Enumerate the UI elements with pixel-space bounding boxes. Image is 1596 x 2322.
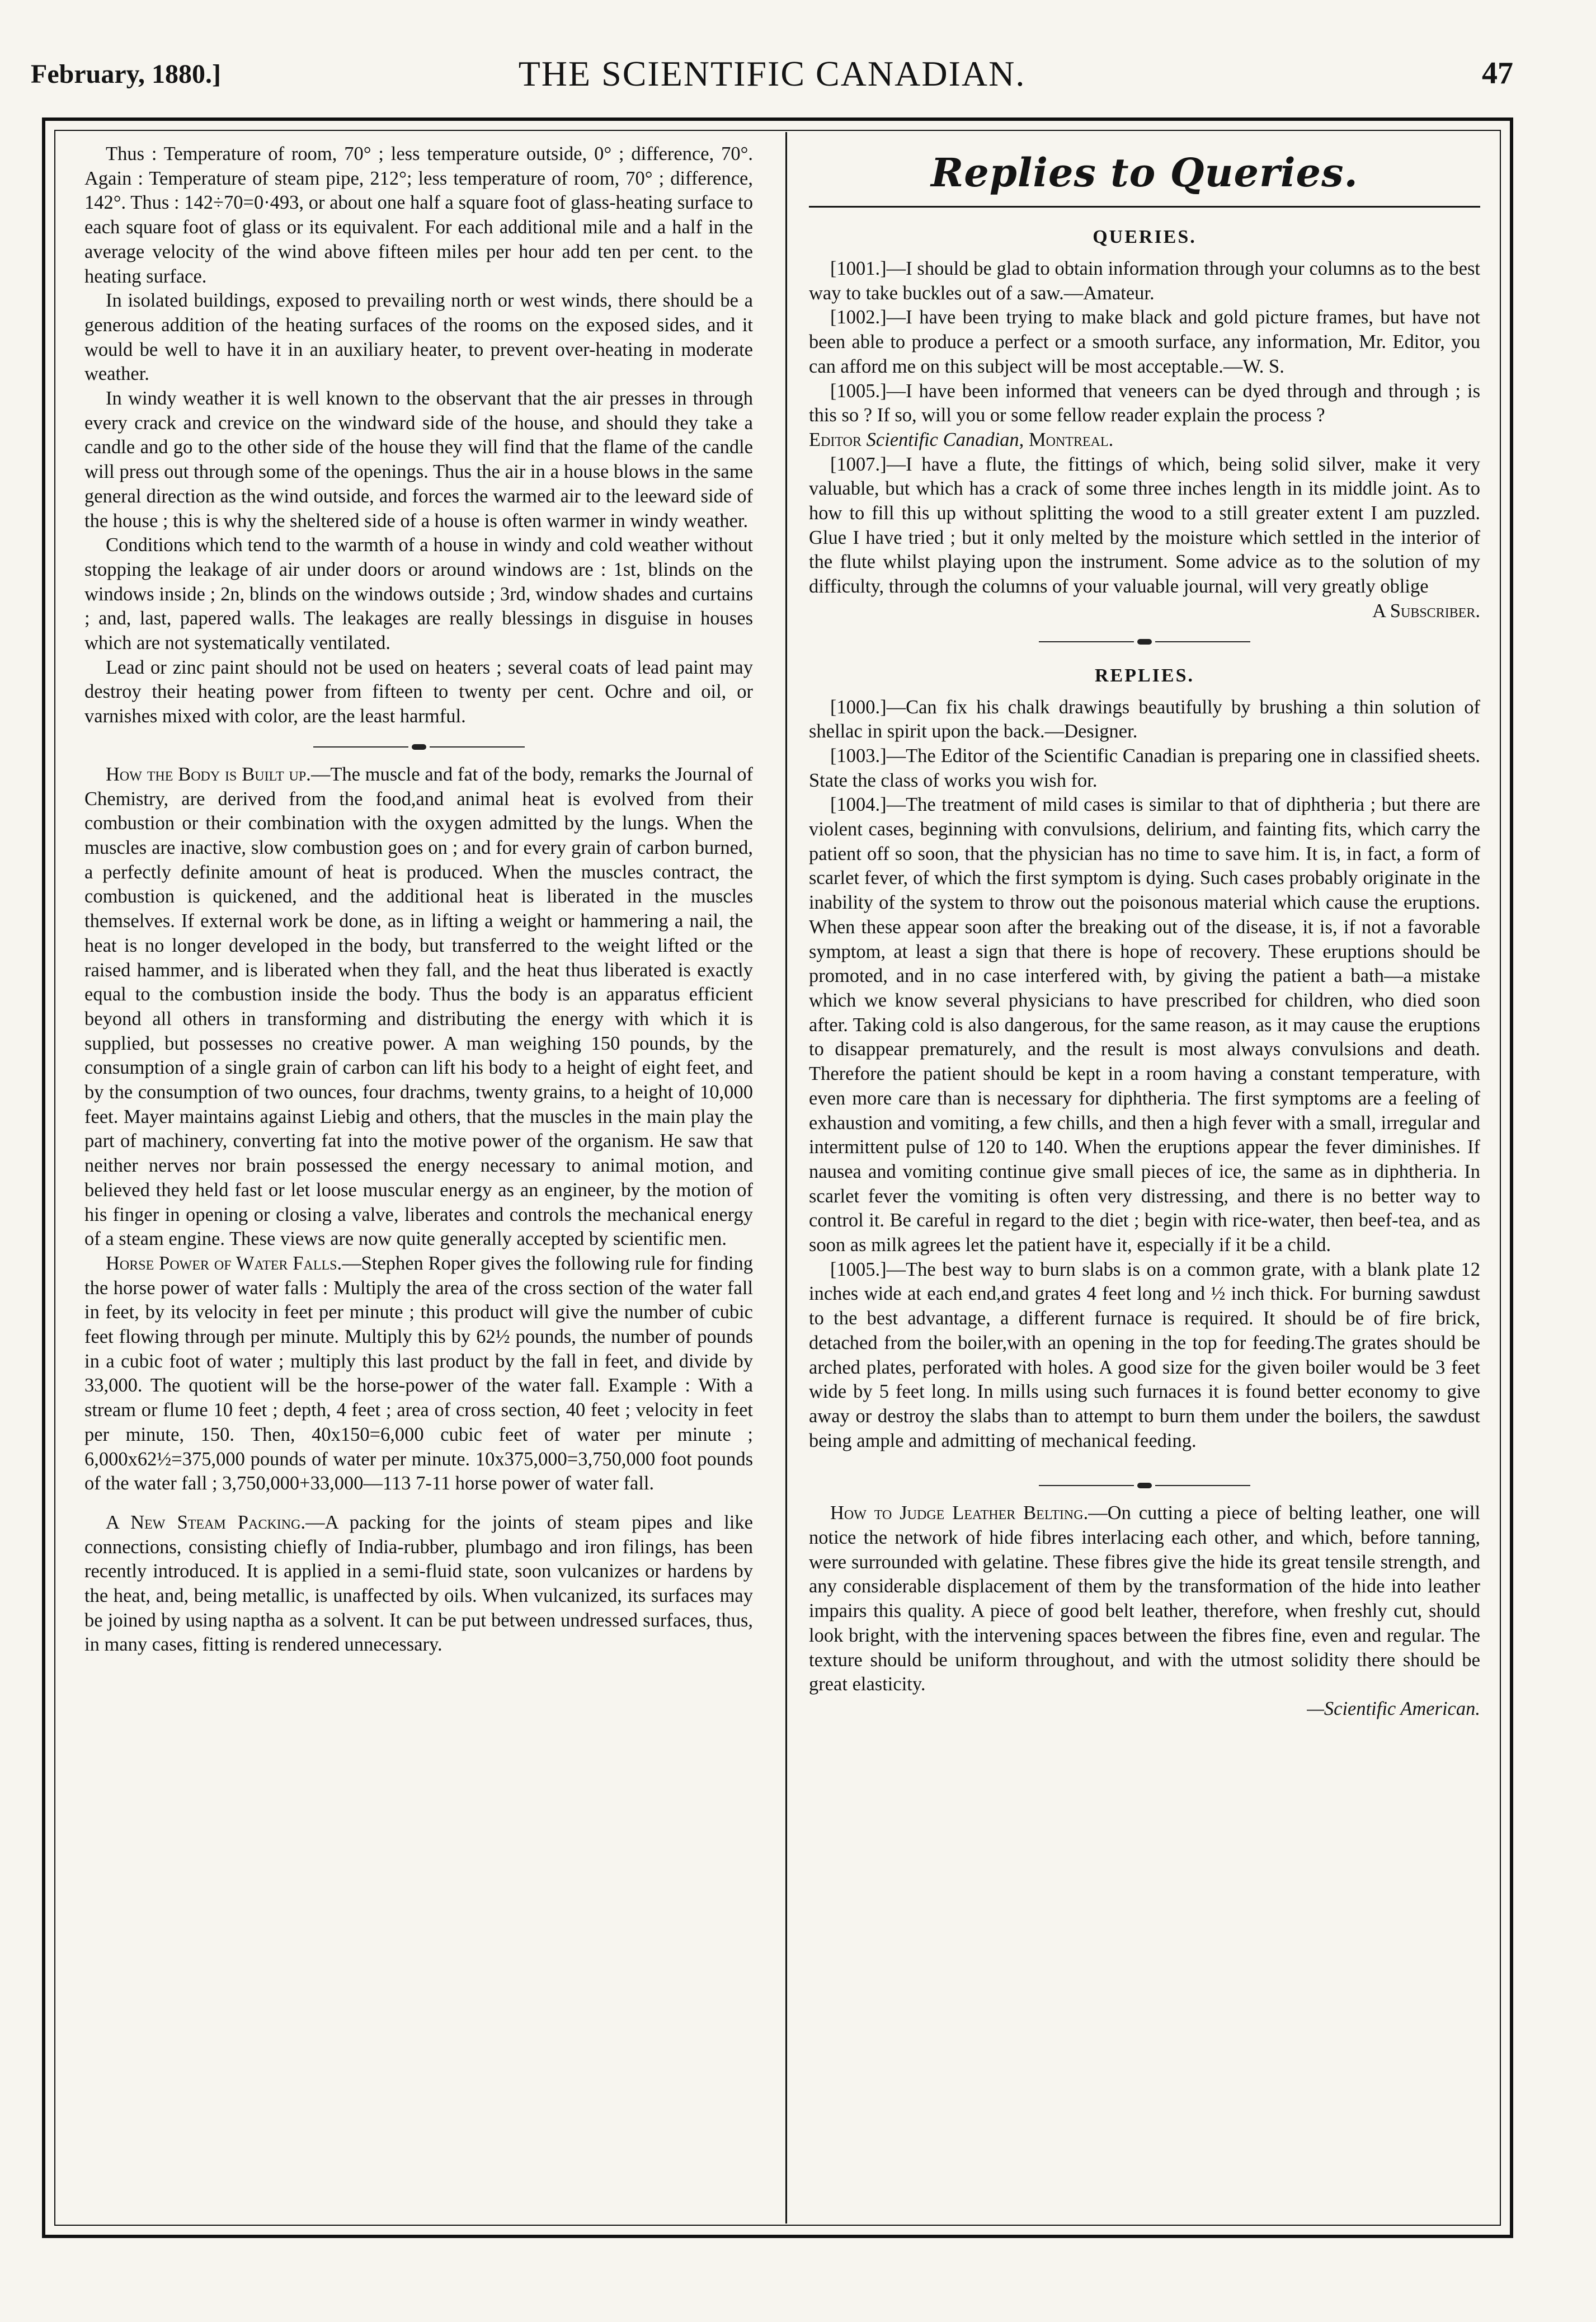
article-horse-power bbox=[84, 1252, 753, 1496]
section-divider bbox=[809, 624, 1480, 657]
article-title-horse-power: Horse Power of Water Falls. bbox=[106, 1252, 342, 1274]
reply-1004: [1004.]—The treatment of mild cases is similar to that of diphtheria ; but there are violent cases, beginning with convulsions, delirium, and fainting fits, which carry the patient off so soon, that the physician has no time to save him. It is, in fact, a form of scarlet fever, of which the first symptom is dying. Such cases probably originate in the inability of the system to throw out the poisonous material which cause the eruptions. When these appear soon after the breaking out of the disease, it is, if not a favorable symptom, at least a sign that there is hope of recovery. These eruptions should be promoted, and in no case interfered with, by giving the patient a bath—a mistake which we know several physicians to have prescribed for children, who died soon after. Taking cold is also dangerous, for the same reason, as it may cause the eruptions to disappear prematurely, and the result is most always convulsions and death. Therefore the patient should be kept in a room having a constant temperature, with even more care than is necessary for diphtheria. The first symptoms are a feeling of exhaustion and vomiting, a few chills, and then a high fever with a small, irregular and intermittent pulse of 120 to 140. When the eruptions appear the fever diminishes. If nausea and vomiting continue give small pieces of ice, the same as in diphtheria. In scarlet fever the vomiting is often very distressing, and there is no better way to control it. Be careful in regard to the diet ; begin with rice-water, then beef-tea, and as soon as milk agrees let the patient have it, especially if it be a child. bbox=[809, 794, 1480, 1256]
heating-paragraph-4: Conditions which tend to the warmth of a house in windy and cold weather without stopping the leakage of air under doors or around windows are : 1st, blinds on the windows inside ; 2n, blinds on the windows outside ; 3rd, window shades and curtains ; and, last, papered walls. The leakages are really blessings in disguise in houses which are not systematically ventilated. bbox=[84, 534, 753, 654]
reply-1005: [1005.]—The best way to burn slabs is on a common grate, with a blank plate 12 inches wide at each end,and grates 4 feet long and ½ inch thick. For burning sawdust to the best advantage, a different furnace is required. It should be of fire brick, detached from the boiler,with an opening in the top for feeding.The grates should be arched plates, perforated with holes. A good size for the given boiler would be 3 feet wide by 5 feet long. In mills using such furnaces it is found better economy to give away or destroy the slabs than to attempt to burn them under the boilers, the sawdust being ample and admitting of mechanical feeding. bbox=[809, 1258, 1480, 1451]
article-credit: —Scientific American. bbox=[1307, 1698, 1480, 1719]
left-column bbox=[84, 142, 753, 2218]
section-title-replies-to-queries: Replies to Queries. bbox=[931, 149, 1358, 196]
article-body-built-up bbox=[84, 763, 753, 1252]
column-rule bbox=[785, 132, 787, 2224]
section-divider bbox=[84, 729, 753, 763]
article-title-leather-belting: How to Judge Leather Belting. bbox=[830, 1502, 1089, 1524]
article-steam-packing bbox=[84, 1511, 753, 1657]
article-text-steam-packing: —A packing for the joints of steam pipes and like connections, consisting chiefly of India-rubber, plumbago and iron filings, has been recently introduced. It is applied in a semi-fluid state, soon vulcanizes or hardens by the heat, and, being metallic, is unaffected by oils. When vulcanized, its surfaces may be joined by using naptha as a solvent. It can be put between undressed surfaces, thus, in many cases, fitting is rendered unnecessary. bbox=[84, 1511, 753, 1656]
editor-label: Editor bbox=[809, 429, 861, 450]
heating-paragraph-1: Thus : Temperature of room, 70° ; less temperature outside, 0° ; difference, 70°. Again : Temperature of steam pipe, 212°; less temperature of room, 70° ; difference, 142°. Thus : 142÷70=0·493, or about one half a square foot of glass-heating surface to each square foot of glass or its equivalent. For each additional mile and a half in the average velocity of the wind above fifteen miles per hour add ten per cent. to the heating surface. bbox=[84, 143, 753, 287]
running-head bbox=[31, 53, 1513, 98]
editor-publication: Scientific Canadian, bbox=[866, 429, 1024, 450]
page-number: 47 bbox=[1482, 56, 1513, 91]
article-title-steam-packing: A New Steam Packing. bbox=[106, 1511, 306, 1533]
publication-title: THE SCIENTIFIC CANADIAN. bbox=[518, 54, 1026, 93]
right-column bbox=[809, 142, 1480, 2218]
query-1007: [1007.]—I have a flute, the fittings of which, being solid silver, make it very valuable, but which has a crack of some three inches length in its middle joint. As to how to fill this up without splitting the wood to a still greater extent I am puzzled. Glue I have tried ; but it only melted by the moisture which settled in the interior of the flute whilst playing upon the instrument. Some advice as to the solution of my difficulty, through the columns of your valuable journal, will very greatly oblige bbox=[809, 453, 1480, 598]
section-divider bbox=[809, 1468, 1480, 1501]
article-title-body-built-up: How the Body is Built up. bbox=[106, 763, 311, 785]
page-frame bbox=[42, 117, 1513, 2238]
article-text-leather-belting: —On cutting a piece of belting leather, one will notice the network of hide fibres interlacing each other, and which, before tanning, were surrounded with gelatine. These fibres give the hide its great tensile strength, and any considerable displacement of them by the transformation of the hide into leather impairs this quality. A piece of good belt leather, therefore, when freshly cut, should look bright, with the intervening spaces between the fibres fine, even and regular. The texture should be uniform throughout, and with the utmost solidity there should be great elasticity. bbox=[809, 1502, 1480, 1695]
article-text-body-built-up: —The muscle and fat of the body, remarks the Journal of Chemistry, are derived from the food,and animal heat is evolved from their combustion or their combination with the oxygen admitted by the lungs. When the muscles are inactive, slow combustion goes on ; and for every grain of carbon burned, a perfectly definite amount of heat is produced. When the muscles contract, the combustion is quickened, and the additional heat is liberated in the muscles themselves. If external work be done, as in lifting a weight or hammering a nail, the heat is no longer developed in the body, but transferred to the weight lifted or the raised hammer, and is liberated when they fall, and the heat thus liberated is exactly equal to the combustion inside the body. Thus the body is an apparatus efficient beyond all others in transforming and distributing the energy with which it is supplied, but possesses no creative power. A man weighing 150 pounds, by the consumption of a single grain of carbon can lift his body to a height of eight feet, and by the consumption of two ounces, four drachms, twenty grains, to a height of 10,000 feet. Mayer maintains against Liebig and others, that the muscles in the main play the part of machinery, converting fat into the motive power of the organism. He saw that neither nerves nor brain possessed the energy necessary to animal motion, and believed they held fast or let loose muscular energy as an engineer, by the motion of his finger in opening or closing a valve, liberates and controls the mechanical energy of a steam engine. These views are now quite generally accepted by scientific men. bbox=[84, 763, 753, 1250]
issue-date: February, 1880.] bbox=[31, 59, 221, 89]
article-text-horse-power: —Stephen Roper gives the following rule for finding the horse power of water falls : Multiply the area of the cross section of the water fall in feet, by its velocity in feet per minute ; this product will give the number of cubic feet flowing through per minute. Multiply this by 62½ pounds, the number of pounds in a cubic foot of water ; multiply this last product by the fall in feet, and divide by 33,000. The quotient will be the horse-power of the water fall. Example : With a stream or flume 10 feet ; depth, 4 feet ; area of cross section, 40 feet ; velocity in feet per minute, 150. Then, 40x150=6,000 cubic feet of water per minute ; 6,000x62½=375,000 pounds of water per minute. 10x375,000=3,750,000 foot pounds of the water fall ; 3,750,000+33,000—113 7-11 horse power of water fall. bbox=[84, 1252, 753, 1494]
section-title-rule bbox=[809, 206, 1480, 208]
reply-1003: [1003.]—The Editor of the Scientific Canadian is preparing one in classified sheets. State the class of works you wish for. bbox=[809, 745, 1480, 791]
query-1002: [1002.]—I have been trying to make black and gold picture frames, but have not been able to produce a perfect or a smooth surface, any information, Mr. Editor, you can afford me on this subject will be most acceptable.—W. S. bbox=[809, 307, 1480, 377]
replies-heading: REPLIES. bbox=[1095, 665, 1194, 686]
query-1005: [1005.]—I have been informed that veneers can be dyed through and through ; is this so ? If so, will you or some fellow reader explain the process ? bbox=[809, 380, 1480, 426]
heating-paragraph-5: Lead or zinc paint should not be used on heaters ; several coats of lead paint may destroy their heating power from fifteen to twenty per cent. Ochre and oil, or varnishes mixed with color, are the least harmful. bbox=[84, 656, 753, 727]
editor-city: Montreal. bbox=[1028, 429, 1114, 450]
heating-paragraph-3: In windy weather it is well known to the observant that the air presses in through every crack and crevice on the windward side of the house, and should they take a candle and go to the other side of the house they will find that the flame of the candle will press out through some of the openings. Thus the air in a house blows in the same general direction as the wind outside, and forces the warmed air to the leeward side of the house ; this is why the sheltered side of a house is often warmer in windy weather. bbox=[84, 388, 753, 532]
reply-1000: [1000.]—Can fix his chalk drawings beautifully by brushing a thin solution of shellac in spirit upon the back.—Designer. bbox=[809, 696, 1480, 742]
queries-heading: QUERIES. bbox=[1093, 227, 1197, 247]
editor-address bbox=[809, 428, 1480, 453]
query-1001: [1001.]—I should be glad to obtain information through your columns as to the best way to take buckles out of a saw.—Amateur. bbox=[809, 258, 1480, 304]
heating-paragraph-2: In isolated buildings, exposed to prevailing north or west winds, there should be a generous addition of the heating surfaces of the rooms on the exposed sides, and it would be well to have it in an auxiliary heater, to prevent over-heating in moderate weather. bbox=[84, 290, 753, 385]
query-1007-signature: A Subscriber. bbox=[1372, 600, 1480, 622]
article-leather-belting bbox=[809, 1501, 1480, 1697]
